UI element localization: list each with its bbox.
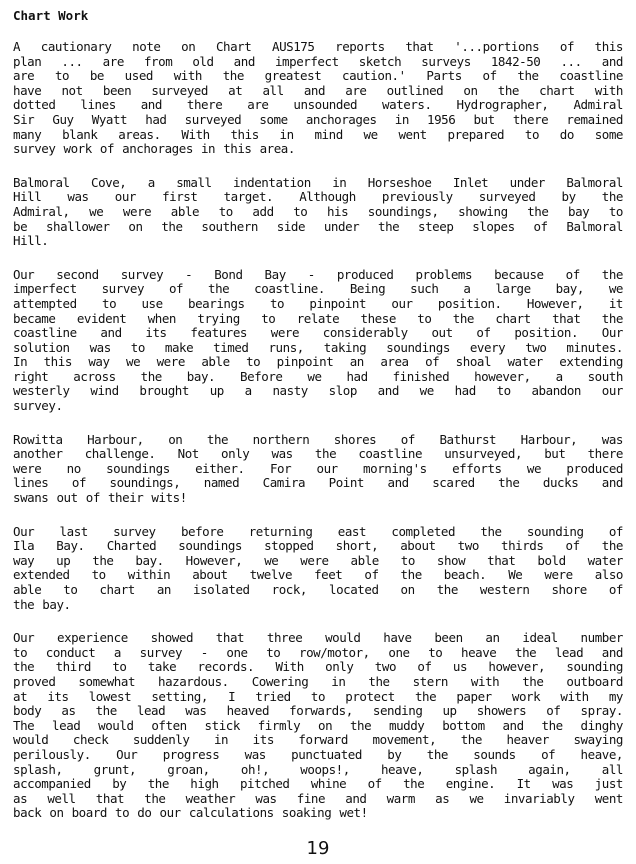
text-line: body as the lead was heaved forwards, sending up showers of spray. — [13, 704, 623, 719]
text-line: Our second survey - Bond Bay - produced problems because of the — [13, 267, 623, 282]
text-line: the bay. — [13, 597, 71, 612]
text-line: A cautionary note on Chart AUS175 reports that '...portions of this — [13, 40, 623, 54]
text-line: many blank areas. With this in mind we went prepared to do some — [13, 127, 623, 142]
text-line: plan ... are from old and imperfect sketch surveys 1842-50 ... and — [13, 54, 623, 69]
text-line: Hill was our first target. Although previously surveyed by the — [13, 190, 623, 205]
text-line: at its lowest setting, I tried to protect the paper work with my — [13, 689, 623, 704]
text-line: solution was to make timed runs, taking soundings every two minutes. — [13, 340, 623, 355]
text-line: The lead would often stick firmly on the muddy bottom and the dinghy — [13, 718, 623, 733]
text-line: lines of soundings, named Camira Point and scared the ducks and — [13, 476, 623, 491]
text-line: perilously. Our progress was punctuated by the sounds of heave, — [13, 747, 623, 762]
paragraph — [13, 525, 623, 613]
text-line: Rowitta Harbour, on the northern shores of Bathurst Harbour, was — [13, 432, 623, 447]
document-body — [13, 40, 623, 821]
paragraph — [13, 433, 623, 506]
text-line: Balmoral Cove, a small indentation in Horseshoe Inlet under Balmoral — [13, 175, 623, 190]
text-line: able to chart an isolated rock, located on the western shore of — [13, 583, 623, 597]
document-title: Chart Work — [13, 8, 89, 23]
text-line: would check suddenly in its forward movement, the heaver swaying — [13, 733, 623, 748]
text-line: accompanied by the high pitched whine of the engine. It was just — [13, 777, 623, 792]
document-page — [13, 8, 623, 840]
text-line: extended to within about twelve feet of the beach. We were also — [13, 568, 623, 583]
text-line: attempted to use bearings to pinpoint our position. However, it — [13, 296, 623, 311]
text-line: coastline and its features were considerably out of position. Our — [13, 326, 623, 341]
text-line: be shallower on the southern side under the steep slopes of Balmoral — [13, 219, 623, 234]
text-line: are to be used with the greatest caution.' Parts of the coastline — [13, 69, 623, 84]
text-line: Our experience showed that three would have been an ideal number — [13, 631, 623, 646]
text-line: the third to take records. With only two of us however, sounding — [13, 660, 623, 675]
paragraph — [13, 40, 623, 157]
text-line: Sir Guy Wyatt had surveyed some anchorages in 1956 but there remained — [13, 112, 623, 127]
text-line: splash, grunt, groan, oh!, woops!, heave, splash again, all — [13, 762, 623, 777]
paragraph — [13, 176, 623, 249]
paragraph — [13, 268, 623, 414]
text-line: back on board to do our calculations soaking wet! — [13, 806, 368, 821]
paragraph — [13, 631, 623, 821]
text-line: swans out of their wits! — [13, 491, 187, 506]
text-line: proved somewhat hazardous. Cowering in the stern with the outboard — [13, 674, 623, 689]
text-line: way up the bay. However, we were able to show that bold water — [13, 553, 623, 568]
text-line: as well that the weather was fine and warm as we invariably went — [13, 791, 623, 806]
text-line: right across the bay. Before we had finished however, a south — [13, 369, 623, 384]
text-line: Our last survey before returning east completed the sounding of — [13, 524, 623, 539]
text-line: Admiral, we were able to add to his soundings, showing the bay to — [13, 204, 623, 219]
text-line: Hill. — [13, 234, 49, 249]
text-line: In this way we were able to pinpoint an area of shoal water extending — [13, 355, 623, 370]
text-line: became evident when trying to relate these to the chart that the — [13, 311, 623, 326]
text-line: were no soundings either. For our morning's efforts we produced — [13, 461, 623, 476]
text-line: survey work of anchorages in this area. — [13, 142, 295, 157]
text-line: to conduct a survey - one to row/motor, one to heave the lead and — [13, 645, 623, 660]
text-line: dotted lines and there are unsounded waters. Hydrographer, Admiral — [13, 98, 623, 113]
text-line: imperfect survey of the coastline. Being such a large bay, we — [13, 282, 623, 297]
text-line: have not been surveyed at all and are outlined on the chart with — [13, 83, 623, 98]
text-line: westerly wind brought up a nasty slop and we had to abandon our — [13, 384, 623, 399]
page-number: 19 — [306, 838, 330, 859]
text-line: another challenge. Not only was the coastline unsurveyed, but there — [13, 447, 623, 462]
text-line: survey. — [13, 399, 63, 414]
text-line: Ila Bay. Charted soundings stopped short, about two thirds of the — [13, 539, 623, 554]
